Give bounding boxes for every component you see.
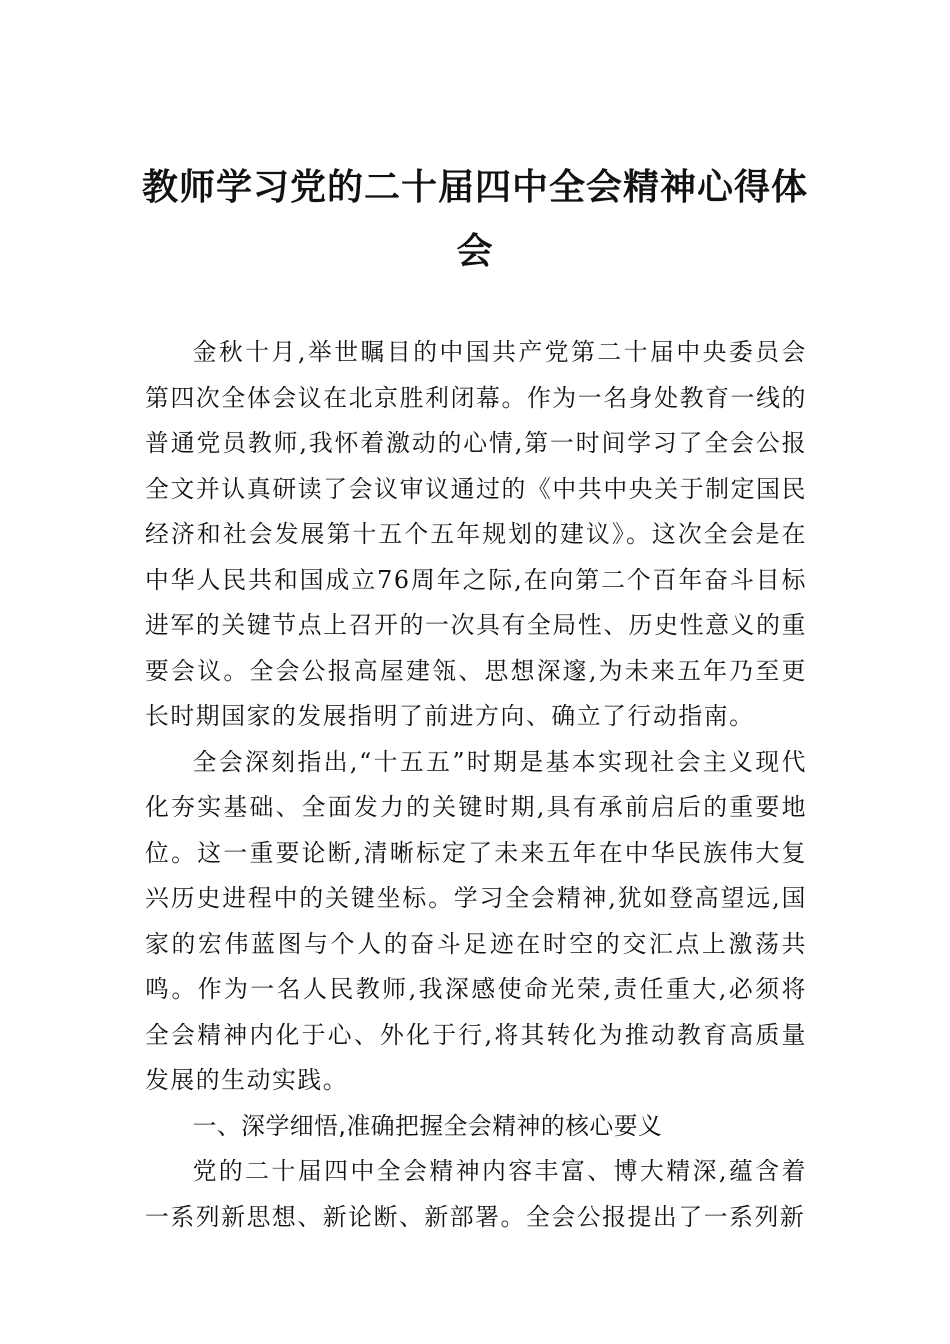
section-heading: 一、深学细悟,准确把握全会精神的核心要义 xyxy=(192,1111,663,1140)
document-title: 教师学习党的二十届四中全会精神心得体会 xyxy=(141,166,808,272)
paragraph-intro: 金秋十月,举世瞩目的中国共产党第二十届中央委员会第四次全体会议在北京胜利闭幕。作为一名身处教育一线的普通党员教师,我怀着激动的心情,第一时间学习了全会公报全文并认真研读了会议审议通过的《中共中央关于制定国民经济和社会发展第十五个五年规划的建议》。这次全会是在中华人民共和国成立76周年之际,在向第二个百年奋斗目标进军的关键节点上召开的一次具有全局性、历史性意义的重要会议。全会公报高屋建瓴、思想深邃,为未来五年乃至更长时期国家的发展指明了前进方向、确立了行动指南。 xyxy=(145,338,807,730)
paragraph-section-one: 党的二十届四中全会精神内容丰富、博大精深,蕴含着一系列新思想、新论断、新部署。全会公报提出了一系列新 xyxy=(145,1157,807,1231)
document-body xyxy=(145,330,807,1240)
paragraph-significance: 全会深刻指出,“十五五”时期是基本实现社会主义现代化夯实基础、全面发力的关键时期,具有承前启后的重要地位。这一重要论断,清晰标定了未来五年在中华民族伟大复兴历史进程中的关键坐标。学习全会精神,犹如登高望远,国家的宏伟蓝图与个人的奋斗足迹在时空的交汇点上激荡共鸣。作为一名人民教师,我深感使命光荣,责任重大,必须将全会精神内化于心、外化于行,将其转化为推动教育高质量发展的生动实践。 xyxy=(145,747,807,1094)
